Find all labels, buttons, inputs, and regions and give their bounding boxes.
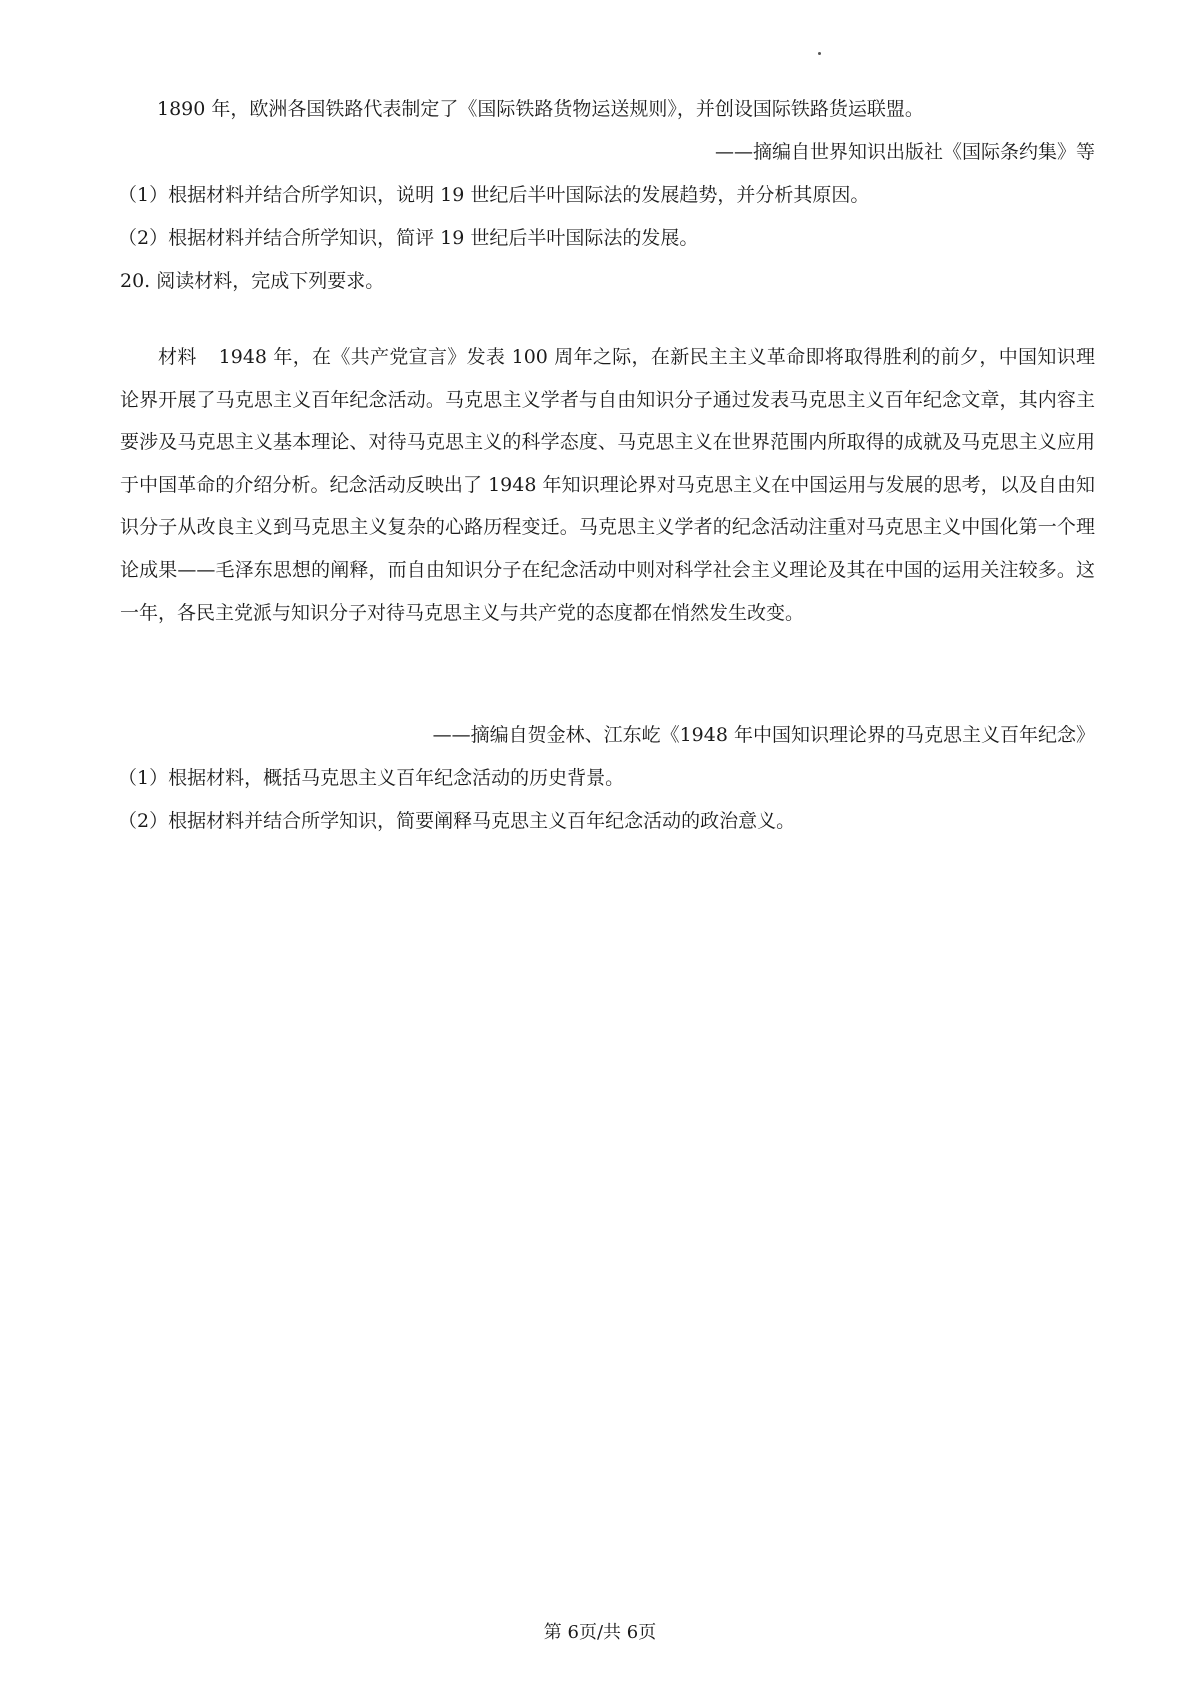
q19-sub-question-1: （1）根据材料并结合所学知识，说明 19 世纪后半叶国际法的发展趋势，并分析其原因。: [118, 184, 870, 206]
q20-citation: ——摘编自贺金林、江东屹《1948 年中国知识理论界的马克思主义百年纪念》: [432, 724, 1095, 746]
q20-material-text: 1948 年，在《共产党宣言》发表 100 周年之际，在新民主主义革命即将取得胜利的前夕，中国知识理论界开展了马克思主义百年纪念活动。马克思主义学者与自由知识分子通过发表马克思主义百年纪念文章，其内容主要涉及马克思主义基本理论、对待马克思主义的科学态度、马克思主义在世界范围内所取得的成就及马克思主义应用于中国革命的介绍分析。纪念活动反映出了 1948 年知识理论界对马克思主义在中国运用与发展的思考，以及自由知识分子从改良主义到马克思主义复杂的心路历程变迁。马克思主义学者的纪念活动注重对马克思主义中国化第一个理论成果——毛泽东思想的阐释，而自由知识分子在纪念活动中则对科学社会主义理论及其在中国的运用关注较多。这一年，各民主党派与知识分子对待马克思主义与共产党的态度都在悄然发生改变。: [120, 346, 1095, 624]
q20-sub-question-2: （2）根据材料并结合所学知识，简要阐释马克思主义百年纪念活动的政治意义。: [118, 810, 796, 832]
q19-sub-question-2: （2）根据材料并结合所学知识，简评 19 世纪后半叶国际法的发展。: [118, 227, 699, 249]
q19-source-line: 1890 年，欧洲各国铁路代表制定了《国际铁路货物运送规则》，并创设国际铁路货运联盟。: [157, 98, 924, 120]
q19-citation: ——摘编自世界知识出版社《国际条约集》等: [714, 141, 1095, 163]
q20-sub-question-1: （1）根据材料，概括马克思主义百年纪念活动的历史背景。: [118, 767, 625, 789]
q20-material-label: 材料: [158, 346, 197, 368]
q20-material-paragraph: [120, 336, 1095, 634]
q20-heading: 20. 阅读材料，完成下列要求。: [120, 270, 385, 292]
scan-dot: [818, 52, 821, 55]
page-footer: 第 6页/共 6页: [543, 1622, 657, 1643]
